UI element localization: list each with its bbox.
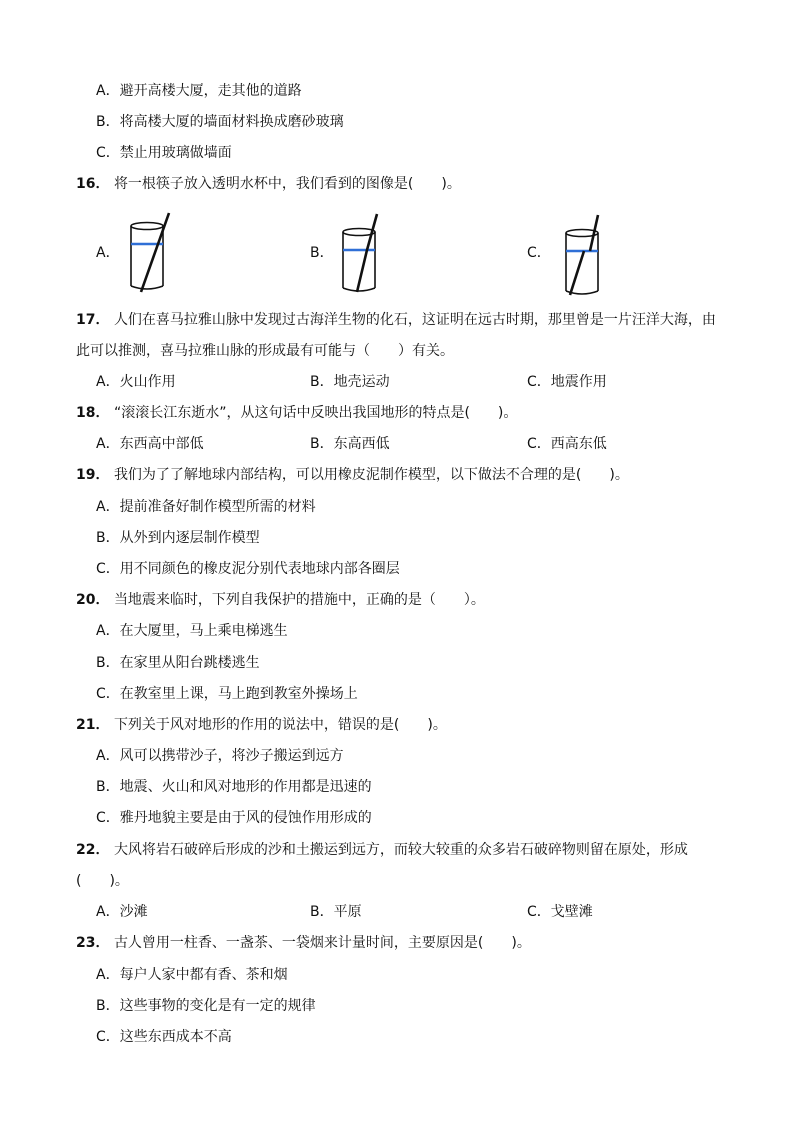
q18-option-b: B．东高西低 [310,436,390,452]
question-text: 我们为了了解地球内部结构，可以用橡皮泥制作模型，以下做法不合理的是( )。 [113,467,629,483]
question-22-line2: ( )。 [76,873,129,889]
q16-option-c-label: C． [527,245,551,261]
question-number: 21． [76,717,110,733]
question-19 [76,466,629,484]
q17-option-a: A．火山作用 [96,374,176,390]
question-17 [76,311,716,329]
q15-option-b: B．将高楼大厦的墙面材料换成磨砂玻璃 [96,114,344,130]
q20-option-b: B．在家里从阳台跳楼逃生 [96,655,260,671]
question-number: 18． [76,405,110,421]
question-20 [76,591,485,609]
q18-option-c: C．西高东低 [527,436,607,452]
question-23 [76,934,531,952]
question-number: 23． [76,935,110,951]
question-number: 16． [76,176,110,192]
q19-option-b: B．从外到内逐层制作模型 [96,530,260,546]
question-number: 17． [76,312,110,328]
question-number: 22． [76,842,110,858]
q16-cup-a-figure [125,210,175,296]
q18-option-a: A．东西高中部低 [96,436,204,452]
question-17-line2: 此可以推测，喜马拉雅山脉的形成最有可能与（ ）有关。 [76,343,454,359]
q16-option-b-label: B． [310,245,334,261]
question-text: 下列关于风对地形的作用的说法中，错误的是( )。 [113,717,447,733]
q17-option-b: B．地壳运动 [310,374,390,390]
q15-option-a: A．避开高楼大厦，走其他的道路 [96,83,302,99]
q16-cup-c-figure [560,213,610,299]
question-16 [76,175,461,193]
question-text: 当地震来临时，下列自我保护的措施中，正确的是（ ）。 [113,592,485,608]
q22-option-c: C．戈壁滩 [527,904,593,920]
q19-option-a: A．提前准备好制作模型所需的材料 [96,499,316,515]
question-text: “滚滚长江东逝水”，从这句话中反映出我国地形的特点是( )。 [113,405,518,421]
q20-option-a: A．在大厦里，马上乘电梯逃生 [96,623,288,639]
q22-option-a: A．沙滩 [96,904,148,920]
question-number: 19． [76,467,110,483]
q23-option-c: C．这些东西成本不高 [96,1029,232,1045]
q22-option-b: B．平原 [310,904,362,920]
q16-cup-b-figure [337,212,387,298]
q19-option-c: C．用不同颜色的橡皮泥分别代表地球内部各圈层 [96,561,400,577]
q21-option-a: A．风可以携带沙子，将沙子搬运到远方 [96,748,344,764]
question-text: 古人曾用一柱香、一盏茶、一袋烟来计量时间，主要原因是( )。 [113,935,531,951]
q15-option-c: C．禁止用玻璃做墙面 [96,145,232,161]
question-text: 大风将岩石破碎后形成的沙和土搬运到远方，而较大较重的众多岩石破碎物则留在原处，形成 [113,842,688,858]
q17-option-c: C．地震作用 [527,374,607,390]
question-21 [76,716,447,734]
q21-option-c: C．雅丹地貌主要是由于风的侵蚀作用形成的 [96,810,372,826]
question-text: 将一根筷子放入透明水杯中，我们看到的图像是( )。 [113,176,461,192]
q23-option-a: A．每户人家中都有香、茶和烟 [96,967,288,983]
q21-option-b: B．地震、火山和风对地形的作用都是迅速的 [96,779,372,795]
q23-option-b: B．这些事物的变化是有一定的规律 [96,998,316,1014]
question-number: 20． [76,592,110,608]
q16-option-a-label: A． [96,245,120,261]
question-text: 人们在喜马拉雅山脉中发现过古海洋生物的化石，这证明在远古时期，那里曾是一片汪洋大海，由 [113,312,716,328]
question-22 [76,841,688,859]
q20-option-c: C．在教室里上课，马上跑到教室外操场上 [96,686,358,702]
question-18 [76,404,517,422]
